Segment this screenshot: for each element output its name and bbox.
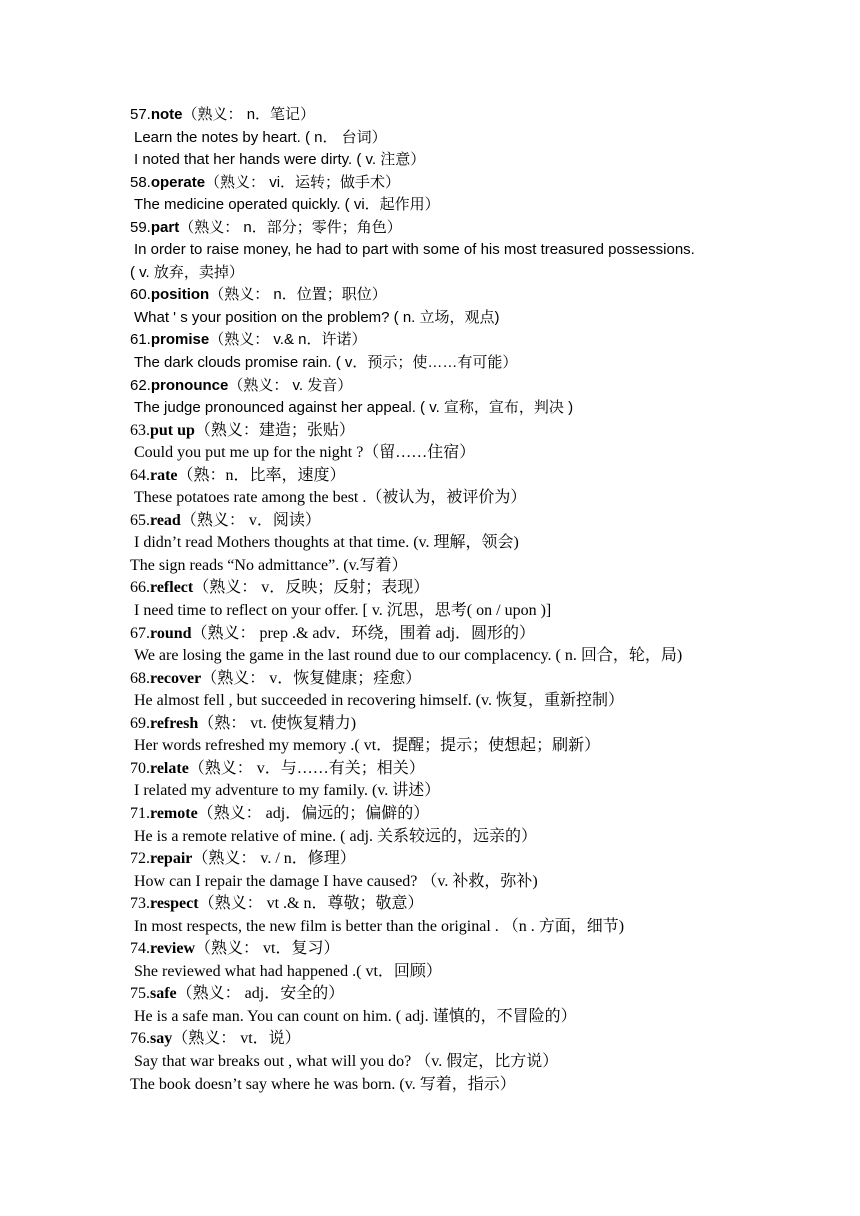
entry-number: 64. <box>130 466 150 484</box>
example-sentence: Her words refreshed my memory .( vt．提醒；提示；使想起；刷新） <box>134 737 601 755</box>
example-sentence: I related my adventure to my family. (v. 讲述） <box>134 782 441 800</box>
headword: operate <box>150 173 206 191</box>
entry-heading-say <box>130 1028 830 1051</box>
entry-heading-operate <box>130 172 830 195</box>
headword: promise <box>150 331 210 349</box>
common-meaning: （熟义： v．反映；反射；表现） <box>193 579 430 597</box>
example-sentence: In most respects, the new film is better than the original . （n . 方面，细节) <box>134 917 625 935</box>
headword: rate <box>150 466 178 484</box>
entry-number: 67. <box>130 624 150 642</box>
entry-heading-part <box>130 217 830 240</box>
entry-number: 73. <box>130 895 150 913</box>
entry-number: 57. <box>130 106 151 123</box>
entry-heading-safe <box>130 983 830 1006</box>
entry-number: 75. <box>130 985 150 1003</box>
headword: note <box>150 106 183 123</box>
entry-number: 66. <box>130 579 150 597</box>
example-sentence: What ' s your position on the problem? ( n. 立场，观点) <box>134 308 500 326</box>
entry-number: 69. <box>130 714 150 732</box>
headword: reflect <box>150 579 194 597</box>
entry-heading-round <box>130 623 830 646</box>
headword: safe <box>150 985 177 1003</box>
common-meaning: （熟义： v. / n．修理） <box>192 850 356 868</box>
entry-number: 70. <box>130 759 150 777</box>
headword: respect <box>150 895 199 913</box>
entry-heading-put-up <box>130 420 830 443</box>
entry-heading-review <box>130 938 830 961</box>
headword: read <box>150 511 181 529</box>
headword: position <box>150 286 210 304</box>
common-meaning: （熟义： vt．说） <box>172 1030 301 1048</box>
entry-number: 72. <box>130 850 150 868</box>
entry-number: 74. <box>130 940 150 958</box>
entry-heading-note <box>130 104 830 127</box>
common-meaning: （熟义： n．位置；职位） <box>209 286 387 304</box>
common-meaning: （熟义： prep .& adv．环绕，围着 adj．圆形的） <box>191 624 536 642</box>
example-sentence: I need time to reflect on your offer. [ v. 沉思，思考( on / upon )] <box>134 602 552 620</box>
entry-number: 76. <box>130 1030 150 1048</box>
headword: recover <box>150 669 202 687</box>
common-meaning: （熟义： vt．复习） <box>195 940 340 958</box>
entry-heading-promise <box>130 329 830 352</box>
entry-heading-respect <box>130 893 830 916</box>
example-sentence: He is a remote relative of mine. ( adj. 关系较远的，远亲的） <box>134 827 538 845</box>
example-sentence: These potatoes rate among the best .（被认为，被评价为） <box>134 489 527 507</box>
headword: round <box>150 624 192 642</box>
entry-heading-position <box>130 284 830 307</box>
entry-heading-repair <box>130 848 830 871</box>
entry-heading-pronounce <box>130 375 830 398</box>
common-meaning: （熟义： v．恢复健康；痊愈） <box>201 669 422 687</box>
entry-heading-remote <box>130 803 830 826</box>
common-meaning: （熟义： v.& n．许诺） <box>209 331 367 349</box>
headword: part <box>150 218 180 236</box>
common-meaning: （熟义： adj．安全的） <box>176 985 345 1003</box>
headword: repair <box>150 850 193 868</box>
common-meaning: （熟义： n．笔记） <box>182 106 316 123</box>
example-sentence: The dark clouds promise rain. ( v．预示；使……有可能） <box>134 354 518 372</box>
common-meaning: （熟：n．比率，速度） <box>177 466 346 484</box>
example-sentence: She reviewed what had happened .( vt．回顾） <box>134 962 442 980</box>
entry-number: 61. <box>130 331 151 349</box>
common-meaning: （熟义： vi．运转；做手术） <box>205 173 401 191</box>
example-sentence: In order to raise money, he had to part with some of his most treasured possessions. <box>134 241 695 259</box>
entry-heading-refresh <box>130 713 830 736</box>
entry-heading-reflect <box>130 577 830 600</box>
example-sentence: I didn’t read Mothers thoughts at that time. (v. 理解，领会) <box>134 534 519 552</box>
entry-heading-rate <box>130 465 830 488</box>
entry-heading-relate <box>130 758 830 781</box>
entry-number: 60. <box>130 286 151 304</box>
example-sentence: How can I repair the damage I have caused? （v. 补救，弥补) <box>134 872 538 890</box>
example-sentence: He is a safe man. You can count on him. ( adj. 谨慎的，不冒险的） <box>134 1007 577 1025</box>
common-meaning: （熟义： v．与……有关；相关） <box>188 759 425 777</box>
example-sentence-continued: ( v. 放弃，卖掉） <box>130 263 244 281</box>
example-sentence: The medicine operated quickly. ( vi．起作用） <box>134 196 440 214</box>
common-meaning: （熟义：建造；张贴） <box>194 421 355 439</box>
common-meaning: （熟义： n．部分；零件；角色） <box>179 218 402 236</box>
example-sentence: The sign reads “No admittance”. (v.写着） <box>130 556 408 574</box>
example-sentence: Say that war breaks out , what will you do? （v. 假定，比方说） <box>134 1052 559 1070</box>
common-meaning: （熟义： vt .& n．尊敬；敬意） <box>198 895 424 913</box>
headword: put up <box>150 421 195 439</box>
entry-heading-read <box>130 510 830 533</box>
entry-number: 59. <box>130 218 151 236</box>
example-sentence: He almost fell , but succeeded in recovering himself. (v. 恢复，重新控制） <box>134 692 624 710</box>
common-meaning: （熟： vt. 使恢复精力) <box>198 714 357 732</box>
headword: review <box>150 940 196 958</box>
headword: pronounce <box>150 376 229 394</box>
example-sentence: The judge pronounced against her appeal. ( v. 宣称，宣布，判决 ) <box>134 399 574 417</box>
headword: remote <box>150 804 198 822</box>
entry-number: 65. <box>130 511 150 529</box>
vocabulary-list <box>130 104 830 1096</box>
example-sentence: Could you put me up for the night ?（留……住宿） <box>134 444 476 462</box>
example-sentence: Learn the notes by heart. ( n． 台词） <box>134 128 387 146</box>
common-meaning: （熟义： adj．偏远的；偏僻的） <box>197 804 430 822</box>
headword: say <box>150 1030 173 1048</box>
headword: relate <box>150 759 189 777</box>
entry-heading-recover <box>130 668 830 691</box>
entry-number: 68. <box>130 669 150 687</box>
example-sentence: I noted that her hands were dirty. ( v. 注意） <box>134 151 426 169</box>
entry-number: 62. <box>130 376 151 394</box>
entry-number: 63. <box>130 421 150 439</box>
headword: refresh <box>150 714 199 732</box>
example-sentence: The book doesn’t say where he was born. (v. 写着，指示） <box>130 1075 516 1093</box>
example-sentence: We are losing the game in the last round due to our complacency. ( n. 回合，轮，局) <box>134 647 683 665</box>
common-meaning: （熟义： v．阅读） <box>180 511 321 529</box>
entry-number: 71. <box>130 804 150 822</box>
entry-number: 58. <box>130 173 151 191</box>
common-meaning: （熟义： v. 发音） <box>228 376 353 394</box>
